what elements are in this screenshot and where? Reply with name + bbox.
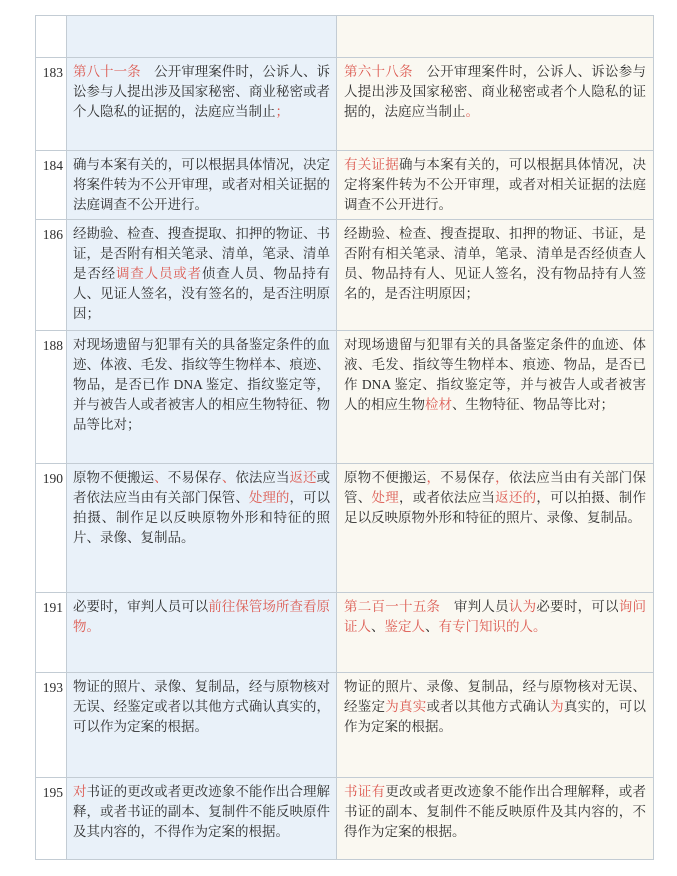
text-segment: ，或者依法应当: [398, 490, 496, 505]
table-row: [36, 331, 654, 464]
left-text-cell: [67, 464, 337, 593]
comparison-table-body: [36, 16, 654, 860]
text-segment: 、: [425, 619, 439, 634]
diff-highlight: ，: [495, 470, 509, 485]
diff-highlight: 。: [465, 104, 479, 119]
text-segment: 、生物特征、物品等比对；: [452, 397, 614, 412]
table-row: [36, 151, 654, 220]
row-number-cell: 191: [36, 593, 67, 673]
text-segment: 确与本案有关的，可以根据具体情况，决定将案件转为不公开审理，或者对相关证据的法庭调查不公开进行。: [73, 157, 330, 212]
diff-highlight: 为: [550, 699, 564, 714]
left-text-cell: [67, 778, 337, 860]
text-segment: 公开审理案件时，公诉人、诉讼参与人提出涉及国家秘密、商业秘密或者个人隐私的证据的，法庭应当制止: [344, 64, 647, 119]
diff-highlight: ；: [275, 104, 289, 119]
right-text-cell: [337, 778, 654, 860]
text-segment: 真实的，可以作为定案的根据。: [344, 699, 647, 734]
left-text-cell: [67, 220, 337, 331]
table-row: [36, 593, 654, 673]
text-segment: 原物不便搬运: [344, 470, 427, 485]
row-number-cell: 184: [36, 151, 67, 220]
row-number-cell: 183: [36, 58, 67, 151]
left-text-cell: [67, 58, 337, 151]
text-segment: 、: [371, 619, 385, 634]
table-row: [36, 778, 654, 860]
text-segment: 审判人员: [440, 599, 509, 614]
text-segment: 必要时，审判人员可以: [73, 599, 209, 614]
text-segment: ，可以拍摄、制作足以反映原物外形和特征的照片、录像、复制品。: [73, 490, 331, 545]
row-number-cell: 190: [36, 464, 67, 593]
diff-highlight: 。: [533, 619, 547, 634]
diff-highlight: 询问证人: [344, 599, 647, 634]
diff-highlight: 返还: [289, 470, 317, 485]
text-segment: ，可以拍摄、制作足以反映原物外形和特征的照片、录像、复制品。: [344, 490, 647, 525]
text-segment: 物证的照片、录像、复制品，经与原物核对无误、经鉴定: [344, 679, 646, 714]
text-segment: 依法应当: [235, 470, 290, 485]
diff-highlight: 鉴定人: [384, 619, 425, 634]
text-segment: 原物不便搬运: [73, 470, 155, 485]
right-text-cell: [337, 151, 654, 220]
left-text-cell: [67, 331, 337, 464]
table-row: [36, 464, 654, 593]
diff-highlight: 检材: [425, 397, 452, 412]
diff-highlight: 认为: [508, 599, 537, 614]
diff-highlight: 、: [154, 470, 168, 485]
right-text-cell: [337, 16, 654, 58]
table-row: [36, 220, 654, 331]
left-text-cell: [67, 151, 337, 220]
row-number-cell: 193: [36, 673, 67, 778]
diff-highlight: 返还的: [495, 490, 537, 505]
right-text-cell: [337, 220, 654, 331]
diff-highlight: 为真实: [385, 699, 427, 714]
right-text-cell: [337, 593, 654, 673]
text-segment: 经勘验、检查、搜查提取、扣押的物证、书证，是否附有相关笔录、清单，笔录、清单是否经: [73, 226, 330, 281]
text-segment: 不易保存: [167, 470, 222, 485]
text-segment: 依法应当由有关部门保管、: [344, 470, 647, 505]
text-segment: 或者以其他方式确认: [426, 699, 551, 714]
left-text-cell: [67, 673, 337, 778]
left-text-cell: [67, 593, 337, 673]
diff-highlight: 调查人员或者: [115, 266, 202, 281]
table-row: [36, 673, 654, 778]
text-segment: 经勘验、检查、搜查提取、扣押的物证、书证，是否附有相关笔录、清单，笔录、清单是否经侦查人员、物品持有人、见证人签名，没有物品持有人签名的，是否注明原因；: [344, 226, 646, 301]
right-text-cell: [337, 673, 654, 778]
text-segment: 更改或者更改迹象不能作出合理解释，或者书证的副本、复制件不能反映原件及其内容的，不得作为定案的根据。: [344, 784, 647, 839]
diff-highlight: 有专门知识的人: [438, 619, 533, 634]
diff-highlight: 第二百一十五条: [344, 599, 441, 614]
diff-highlight: 、: [221, 470, 236, 485]
diff-highlight: 第六十八条: [344, 64, 413, 79]
table-row: [36, 58, 654, 151]
right-text-cell: [337, 464, 654, 593]
table-row: [36, 16, 654, 58]
row-number-cell: 186: [36, 220, 67, 331]
text-segment: 侦查人员、物品持有人、见证人签名，没有签名的，是否注明原因；: [73, 266, 331, 321]
text-segment: 必要时，可以: [536, 599, 619, 614]
text-segment: 书证的更改或者更改迹象不能作出合理解释，或者书证的副本、复制件不能反映原件及其内容的，不得作为定案的根据。: [73, 784, 331, 839]
text-segment: 不易保存: [440, 470, 496, 485]
diff-highlight: 有关证据: [344, 157, 399, 172]
diff-highlight: 处理的: [248, 490, 290, 505]
diff-highlight: 第八十一条: [73, 64, 141, 79]
diff-highlight: 书证有: [344, 784, 386, 799]
text-segment: 对现场遗留与犯罪有关的具备鉴定条件的血迹、体液、毛发、指纹等生物样本、痕迹、物品，是否已作 DNA 鉴定、指纹鉴定等，并与被告人或者被害人的相应生物: [344, 337, 646, 412]
text-segment: 确与本案有关的，可以根据具体情况，决定将案件转为不公开审理，或者对相关证据的法庭调查不公开进行。: [344, 157, 647, 212]
row-number-cell: 195: [36, 778, 67, 860]
right-text-cell: [337, 331, 654, 464]
diff-highlight: 对: [73, 784, 87, 799]
comparison-table: [35, 15, 654, 860]
diff-highlight: ，: [426, 470, 441, 485]
text-segment: 或者依法应当由有关部门保管、: [73, 470, 331, 505]
text-segment: 对现场遗留与犯罪有关的具备鉴定条件的血迹、体液、毛发、指纹等生物样本、痕迹、物品，是否已作 DNA 鉴定、指纹鉴定等，并与被告人或者被害人的相应生物特征、物品等比对；: [73, 337, 330, 432]
text-segment: 物证的照片、录像、复制品，经与原物核对无误、经鉴定或者以其他方式确认真实的，可以作为定案的根据。: [73, 679, 330, 734]
row-number-cell: 188: [36, 331, 67, 464]
comparison-table-container: [35, 15, 654, 860]
right-text-cell: [337, 58, 654, 151]
diff-highlight: 前往保管场所查看原物。: [73, 599, 331, 634]
row-number-cell: [36, 16, 67, 58]
diff-highlight: 处理: [371, 490, 399, 505]
text-segment: 公开审理案件时，公诉人、诉讼参与人提出涉及国家秘密、商业秘密或者个人隐私的证据的，法庭应当制止: [73, 64, 331, 119]
left-text-cell: [67, 16, 337, 58]
